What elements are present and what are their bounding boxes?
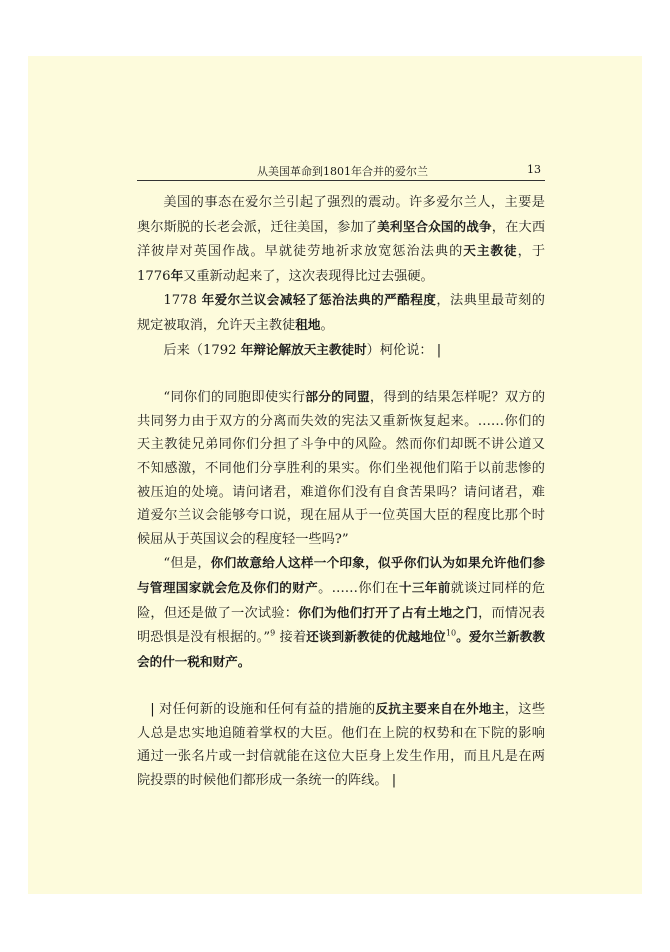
paragraph-2 (137, 288, 545, 337)
bold-phrase: 租地 (295, 316, 321, 332)
text-run: 美国的事态在爱尔兰引起了强烈的震动。许多爱尔兰人，主要是奥尔斯脱的长老会派，迁往美国，参加了 (137, 195, 545, 235)
text-run: “但是， (163, 556, 211, 572)
edit-marker: | (150, 702, 155, 718)
running-header (137, 160, 545, 181)
paragraph-1 (137, 191, 545, 288)
bold-phrase: 天主教徒 (463, 243, 518, 259)
text-run: “同你们的同胞即使实行 (163, 390, 306, 406)
edit-marker: | (391, 773, 397, 789)
paragraph-3 (137, 338, 545, 363)
text-run: ，而情况表明恐惧是没有根据的。” (137, 605, 545, 646)
paragraph-5-quote (137, 551, 545, 674)
bold-phrase: 年爱尔兰议会减轻了惩治法典的严酷程度 (201, 292, 437, 308)
text-run: 后来（1792 (163, 342, 241, 358)
bold-phrase: 反抗主要来自在外地主 (375, 701, 505, 717)
text-run: ，法典里最苛刻的规定被取消，允许天主教徒 (137, 293, 545, 333)
bold-phrase: 十三年前 (398, 579, 451, 595)
bold-phrase: 你们为他们打开了占有土地之门 (298, 604, 479, 620)
text-run: ，这些人总是忠实地追随着掌权的大臣。他们在上院的权势和在下院的影响通过一张名片或一封信就能在这位大臣身上发生作用，而且凡是在两院投票的时候他们都形成一条统一的阵线。 (137, 702, 546, 789)
bold-phrase: 你们故意给人这样一个印象，似乎你们认为如果允许他们参与管理国家就会危及你们的财产 (137, 555, 545, 595)
text-run: 。……你们在 (318, 580, 399, 596)
bold-phrase: 美利坚合众国的战争 (377, 218, 492, 234)
body-text (137, 191, 545, 793)
bold-phrase: 部分的同盟 (305, 389, 370, 405)
footnote-ref[interactable]: 9 (270, 628, 276, 638)
bold-phrase: 年 (170, 267, 184, 283)
text-run: ，得到的结果怎样呢？双方的共同努力由于双方的分离而失效的宪法又重新恢复起来。……你们的天主教徒兄弟同你们分担了斗争中的风险。然而你们却既不讲公道又不知感激，不同他们分享胜利的果实。你们坐视他们陷于以前悲惨的被压迫的处境。请问诸君，难道你们没有自食苦果吗？请问诸君，难道爱尔兰议会能够夸口说，现在屈从于一位英国大臣的程度比那个时候屈从于英国议会的程度轻一些吗?” (137, 390, 546, 547)
text-run: 对任何新的设施和任何有益的措施的 (154, 702, 376, 718)
text-run: 就谈过同样的危险，但还是做了一次试验： (137, 580, 546, 621)
bold-phrase: 还谈到新教徒的优越地位 (306, 629, 446, 645)
text-run: ，于1776 (137, 244, 546, 284)
footnote-ref[interactable]: 10 (445, 628, 457, 638)
page-number: 13 (527, 163, 541, 176)
text-run: 。 (320, 317, 334, 333)
running-title: 从美国革命到1801年合并的爱尔兰 (257, 165, 428, 178)
text-run: ）柯伦说： (366, 342, 433, 358)
text-run: 1778 (163, 293, 202, 309)
bold-phrase: 。爱尔兰新教教会的什一税和财产。 (137, 629, 545, 669)
edit-marker: | (436, 342, 442, 358)
paragraph-4-quote (137, 385, 545, 551)
text-run: ，在大西洋彼岸对英国作战。早就徒劳地祈求放宽惩治法典的 (137, 219, 545, 260)
text-run: 又重新动起来了，这次表现得比过去强硬。 (183, 268, 434, 284)
text-run: 接着 (275, 630, 307, 646)
bold-phrase: 年辩论解放天主教徒时 (240, 341, 367, 357)
paragraph-6 (137, 697, 545, 792)
